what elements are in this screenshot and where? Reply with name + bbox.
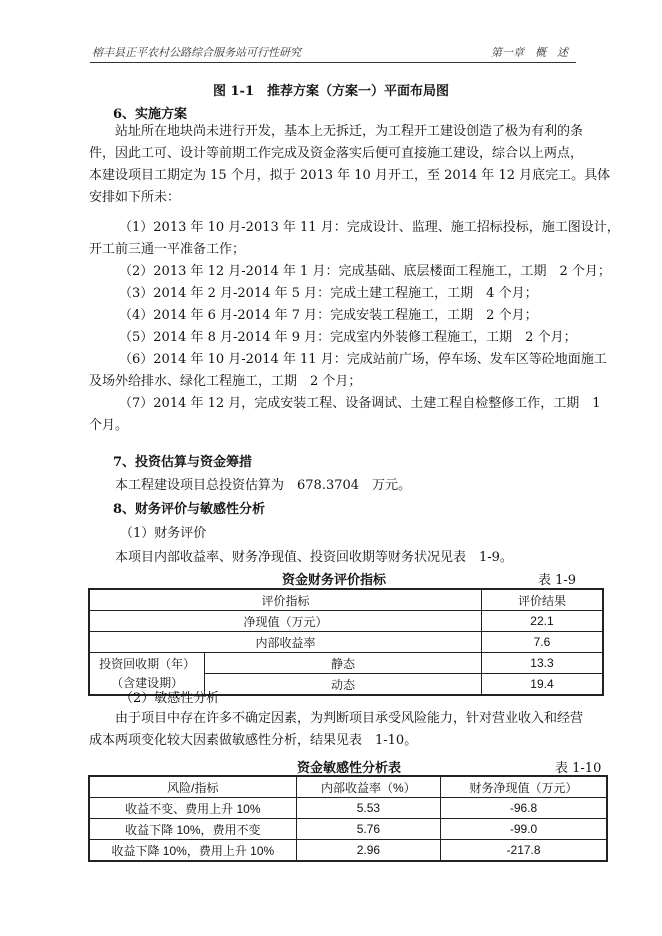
financial-evaluation-table: [88, 588, 604, 696]
section-6-paragraph: [89, 121, 611, 209]
row-label: 静态: [205, 653, 482, 674]
schedule-item-1: （1）2013 年 10 月-2013 年 11 月：完成设计、监理、施工招标投标，施工图设计，: [119, 220, 620, 235]
cell-irr: 5.76: [296, 819, 440, 840]
table-row: [89, 819, 607, 840]
schedule-item-3: （3）2014 年 2 月-2014 年 5 月：完成土建工程施工，工期 4 个月；: [119, 286, 538, 301]
paragraph-line: 件，因此工可、设计等前期工作完成及资金落实后便可直接施工建设，综合以上两点，: [89, 146, 584, 161]
schedule-item-2: （2）2013 年 12 月-2014 年 1 月：完成基础、底层楼面工程施工，工期 2 个月；: [119, 264, 611, 279]
table-row: [89, 611, 603, 632]
section-8-heading: 8、财务评价与敏感性分析: [113, 502, 266, 517]
paragraph-line: 本建设项目工期定为 15 个月，拟于 2013 年 10 月开工，至 2014 年 12 月底完工。具体: [89, 168, 611, 183]
table-row: [89, 632, 603, 653]
table-row: [89, 653, 603, 674]
table-1-10-caption: 资金敏感性分析表: [297, 761, 402, 776]
schedule-item-7: （7）2014 年 12 月，完成安装工程、设备调试、土建工程自检整修工作，工期 1: [119, 396, 601, 411]
header-chapter: 第一章 概 述: [491, 47, 568, 59]
cell-npv: -99.0: [441, 819, 607, 840]
figure-title: 图 1-1 推荐方案（方案一）平面布局图: [212, 84, 449, 99]
payback-label-line1: 投资回收期（年）: [99, 656, 196, 671]
table-header-row: [89, 776, 607, 798]
row-value: 19.4: [481, 674, 603, 696]
table-1-10-number: 表 1-10: [555, 761, 602, 776]
header-risk: 风险/指标: [89, 776, 296, 798]
financial-eval-subheading: （1）财务评价: [120, 526, 207, 541]
row-label: 内部收益率: [89, 632, 481, 653]
header-irr: 内部收益率（%）: [296, 776, 440, 798]
paragraph-line: 由于项目中存在许多不确定因素，为判断项目承受风险能力，针对营业收入和经营: [115, 711, 584, 726]
schedule-item-7-cont: 个月。: [89, 418, 129, 433]
financial-eval-text: 本项目内部收益率、财务净现值、投资回收期等财务状况见表 1-9。: [115, 550, 513, 565]
schedule-item-4: （4）2014 年 6 月-2014 年 7 月：完成安装工程施工，工期 2 个月；: [119, 308, 538, 323]
header-document-title: 榕丰县正平农村公路综合服务站可行性研究: [92, 47, 301, 59]
cell-risk: 收益下降 10%，费用不变: [89, 819, 296, 840]
table-row: [89, 798, 607, 819]
schedule-list: [89, 217, 620, 437]
header-rule: [90, 62, 576, 63]
paragraph-line: 成本两项变化较大因素做敏感性分析，结果见表 1-10。: [89, 733, 418, 748]
sensitivity-paragraph: [89, 708, 584, 752]
row-label: 净现值（万元）: [89, 611, 481, 632]
section-7-text: 本工程建设项目总投资估算为 678.3704 万元。: [115, 478, 412, 493]
section-6-heading: 6、实施方案: [113, 107, 188, 122]
cell-npv: -217.8: [441, 840, 607, 862]
paragraph-line: 站址所在地块尚未进行开发，基本上无拆迁，为工程开工建设创造了极为有利的条: [115, 124, 584, 139]
sensitivity-analysis-table: [88, 775, 608, 862]
schedule-item-5: （5）2014 年 8 月-2014 年 9 月：完成室内外装修工程施工，工期 2 个月；: [119, 330, 577, 345]
cell-irr: 5.53: [296, 798, 440, 819]
schedule-item-6-cont: 及场外给排水、绿化工程施工，工期 2 个月；: [89, 374, 362, 389]
schedule-item-1-cont: 开工前三通一平准备工作；: [89, 242, 246, 257]
paragraph-line: 安排如下所未：: [89, 190, 181, 205]
page-header: [92, 44, 574, 60]
table-header-row: [89, 589, 603, 611]
sensitivity-subheading: （2）敏感性分析: [120, 691, 220, 706]
cell-irr: 2.96: [296, 840, 440, 862]
schedule-item-6: （6）2014 年 10 月-2014 年 11 月：完成站前广场，停车场、发车区等砼地面施工: [119, 352, 607, 367]
header-indicator: 评价指标: [89, 589, 481, 611]
table-1-9-number: 表 1-9: [538, 573, 577, 588]
section-7-heading: 7、投资估算与资金筹措: [113, 455, 253, 470]
table-1-9-caption: 资金财务评价指标: [282, 573, 387, 588]
cell-npv: -96.8: [441, 798, 607, 819]
table-row: [89, 840, 607, 862]
cell-risk: 收益不变、费用上升 10%: [89, 798, 296, 819]
header-npv: 财务净现值（万元）: [441, 776, 607, 798]
row-value: 7.6: [481, 632, 603, 653]
row-label: 动态: [205, 674, 482, 696]
header-result: 评价结果: [481, 589, 603, 611]
row-value: 13.3: [481, 653, 603, 674]
cell-risk: 收益下降 10%，费用上升 10%: [89, 840, 296, 862]
payback-label-line2: （含建设期）: [111, 675, 184, 690]
row-value: 22.1: [481, 611, 603, 632]
